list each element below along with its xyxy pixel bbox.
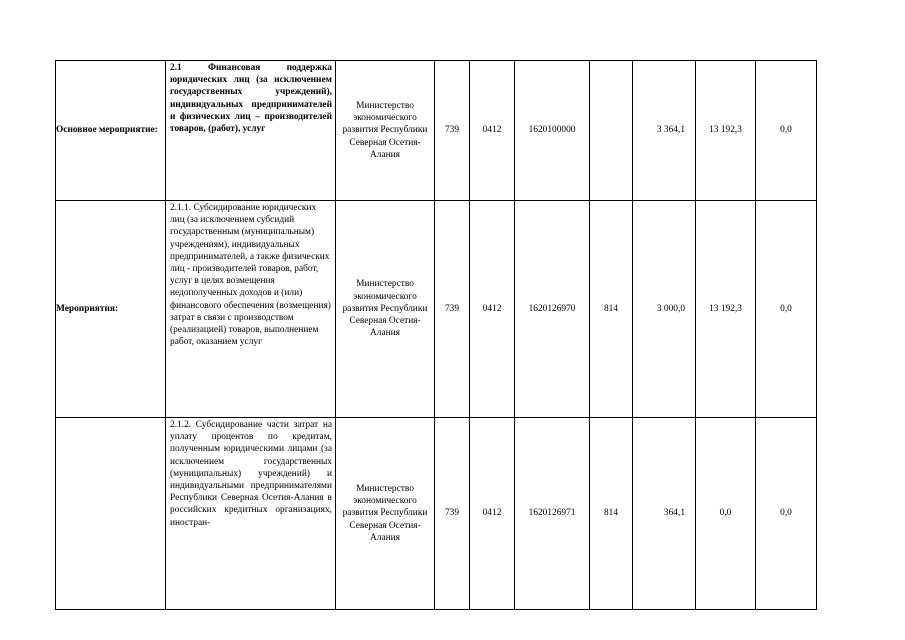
responsible-ministry: Министерство экономического развития Республики Северная Осетия-Алания	[336, 418, 435, 610]
target-article-code: 1620100000	[515, 61, 590, 201]
amount-year-1: 3 000,0	[633, 201, 696, 418]
activity-name-cell	[166, 418, 336, 610]
budget-table	[55, 60, 817, 610]
amount-year-3: 0,0	[756, 201, 817, 418]
activity-name: 2.1.1. Субсидирование юридических лиц (за исключением субсидий государственным (муниципальным) учреждениям), индивидуальных предпринимателей, а также физических лиц - производителей товаров, работ, услуг в целях возмещения недополученных доходов и (или) финансового обеспечения (возмещения) затрат в связи с производством (реализацией) товаров, выполнением работ, оказанием услуг	[166, 201, 336, 418]
amount-year-2: 13 192,3	[696, 61, 756, 201]
expense-type-code: 814	[590, 201, 633, 418]
section-code: 0412	[470, 418, 515, 610]
target-article-code: 1620126971	[515, 418, 590, 610]
activity-name: 2.1.2. Субсидирование части затрат на уплату процентов по кредитам, полученным юридическими лицами (за исключением государственных (муниципальных) учреждений) и индивидуальными предпринимателями Республики Северная Осетия-Алания в российских кредитных организациях, иностран-	[170, 420, 332, 528]
table-row	[56, 201, 817, 418]
section-code: 0412	[470, 201, 515, 418]
activity-name: 2.1 Финансовая поддержка юридических лиц (за исключением государственных учреждений), индивидуальных предпринимателей и физических лиц – производителей товаров, (работ), услуг	[166, 61, 336, 201]
amount-year-3: 0,0	[756, 418, 817, 610]
amount-year-1: 3 364,1	[633, 61, 696, 201]
amount-year-1: 364,1	[633, 418, 696, 610]
responsible-ministry: Министерство экономического развития Республики Северная Осетия-Алания	[336, 61, 435, 201]
row-type-label: Основное мероприятие:	[56, 61, 166, 201]
amount-year-2: 0,0	[696, 418, 756, 610]
table-row	[56, 418, 817, 610]
row-type-label: Мероприятия:	[56, 201, 166, 418]
section-code: 0412	[470, 61, 515, 201]
grbs-code: 739	[435, 61, 470, 201]
amount-year-2: 13 192,3	[696, 201, 756, 418]
grbs-code: 739	[435, 418, 470, 610]
responsible-ministry: Министерство экономического развития Республики Северная Осетия-Алания	[336, 201, 435, 418]
target-article-code: 1620126970	[515, 201, 590, 418]
grbs-code: 739	[435, 201, 470, 418]
row-type-label	[56, 418, 166, 610]
expense-type-code	[590, 61, 633, 201]
table-row	[56, 61, 817, 201]
amount-year-3: 0,0	[756, 61, 817, 201]
expense-type-code: 814	[590, 418, 633, 610]
